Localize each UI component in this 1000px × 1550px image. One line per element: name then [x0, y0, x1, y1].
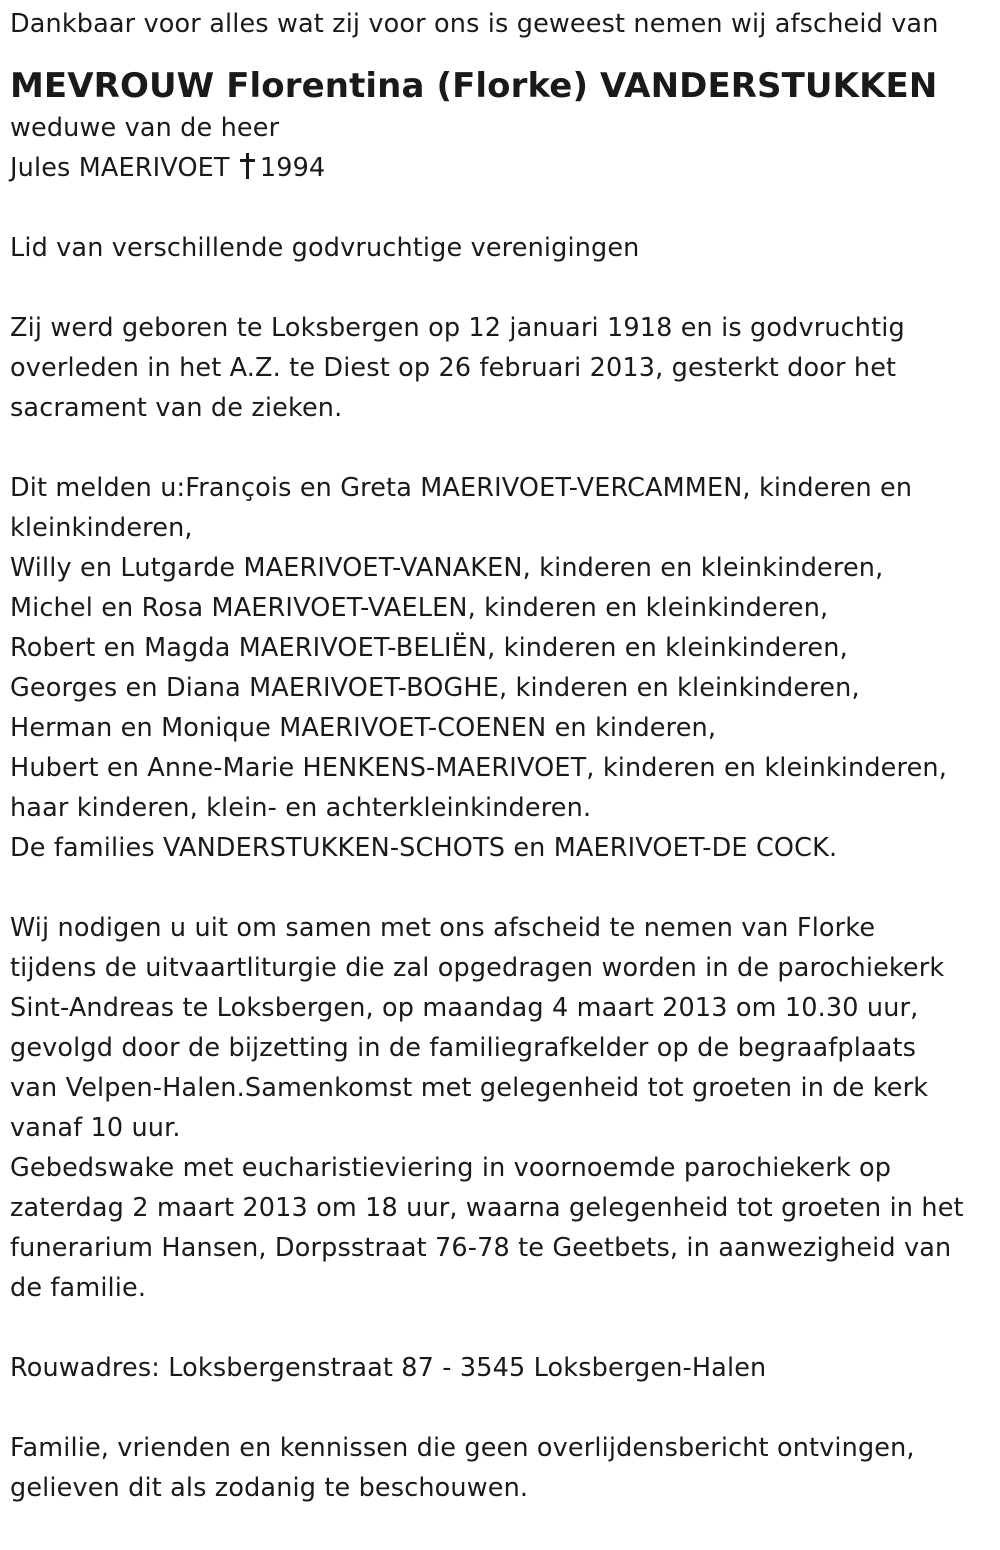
spacer [10, 268, 995, 308]
intro-text: Dankbaar voor alles wat zij voor ons is geweest nemen wij afscheid van [10, 9, 939, 39]
spacer [10, 1308, 995, 1348]
invitation-line: vanaf 10 uur. [10, 1113, 181, 1143]
announcement-line: De families VANDERSTUKKEN-SCHOTS en MAERIVOET-DE COCK. [10, 833, 838, 863]
announcement-line: Dit melden u:François en Greta MAERIVOET-VERCAMMEN, kinderen en [10, 473, 913, 503]
invitation-line: de familie. [10, 1273, 147, 1303]
invitation-line: Wij nodigen u uit om samen met ons afscheid te nemen van Florke [10, 913, 876, 943]
membership-text: Lid van verschillende godvruchtige verenigingen [10, 233, 640, 263]
announcement-line: Robert en Magda MAERIVOET-BELIËN, kinderen en kleinkinderen, [10, 633, 848, 663]
mourning-address: Rouwadres: Loksbergenstraat 87 - 3545 Loksbergen-Halen [10, 1353, 767, 1383]
announcement-line: haar kinderen, klein- en achterkleinkinderen. [10, 793, 592, 823]
deceased-name: MEVROUW Florentina (Florke) VANDERSTUKKEN [10, 66, 938, 106]
invitation-line: zaterdag 2 maart 2013 om 18 uur, waarna gelegenheid tot groeten in het [10, 1193, 964, 1223]
biography-line: sacrament van de zieken. [10, 393, 343, 423]
closing-line: Familie, vrienden en kennissen die geen overlijdensbericht ontvingen, [10, 1433, 915, 1463]
announcement-line: Herman en Monique MAERIVOET-COENEN en kinderen, [10, 713, 717, 743]
closing-line: gelieven dit als zodanig te beschouwen. [10, 1473, 529, 1503]
spouse-death-year: 1994 [259, 153, 326, 183]
announcement-line: Georges en Diana MAERIVOET-BOGHE, kinderen en kleinkinderen, [10, 673, 860, 703]
cross-icon [240, 153, 254, 179]
spacer [10, 188, 995, 228]
announcement-line: Michel en Rosa MAERIVOET-VAELEN, kinderen en kleinkinderen, [10, 593, 829, 623]
spacer [10, 1388, 995, 1428]
biography-line: Zij werd geboren te Loksbergen op 12 januari 1918 en is godvruchtig [10, 313, 905, 343]
closing-paragraph [10, 1428, 995, 1508]
spouse-name: Jules MAERIVOET [10, 153, 230, 183]
spouse-line [10, 148, 995, 188]
announcement-line: Hubert en Anne-Marie HENKENS-MAERIVOET, kinderen en kleinkinderen, [10, 753, 948, 783]
spacer [10, 868, 995, 908]
announcement-line: kleinkinderen, [10, 513, 193, 543]
invitation-line: Sint-Andreas te Loksbergen, op maandag 4 maart 2013 om 10.30 uur, [10, 993, 919, 1023]
biography-paragraph [10, 308, 995, 428]
obituary-document [10, 4, 995, 1508]
spacer [10, 44, 995, 64]
invitation-line: gevolgd door de bijzetting in de familiegrafkelder op de begraafplaats [10, 1033, 917, 1063]
spacer [10, 428, 995, 468]
biography-line: overleden in het A.Z. te Diest op 26 februari 2013, gesterkt door het [10, 353, 897, 383]
invitation-line: funerarium Hansen, Dorpsstraat 76-78 te Geetbets, in aanwezigheid van [10, 1233, 952, 1263]
invitation-paragraph [10, 908, 995, 1308]
widow-line: weduwe van de heer [10, 113, 280, 143]
invitation-line: Gebedswake met eucharistieviering in voornoemde parochiekerk op [10, 1153, 892, 1183]
invitation-line: tijdens de uitvaartliturgie die zal opgedragen worden in de parochiekerk [10, 953, 945, 983]
invitation-line: van Velpen-Halen.Samenkomst met gelegenheid tot groeten in de kerk [10, 1073, 929, 1103]
announcement-line: Willy en Lutgarde MAERIVOET-VANAKEN, kinderen en kleinkinderen, [10, 553, 884, 583]
announcement-paragraph [10, 468, 995, 868]
